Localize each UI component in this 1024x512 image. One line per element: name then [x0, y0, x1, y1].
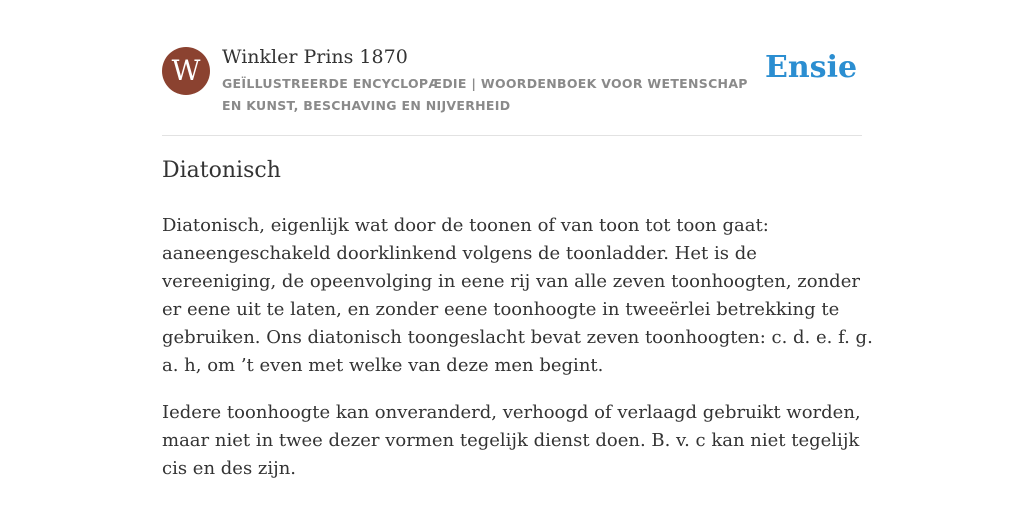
- entry-body: [162, 212, 874, 502]
- source-avatar: W: [162, 47, 210, 95]
- entry-title: Diatonisch: [162, 158, 281, 183]
- ensie-logo-link[interactable]: Ensie: [765, 50, 858, 85]
- entry-paragraph: Diatonisch, eigenlijk wat door de toonen of van toon tot toon gaat: aaneengeschakeld doorklinkend volgens de toonladder. Het is de vereeniging, de opeenvolging in eene rij van alle zeven toonhoogten, zonder er eene uit te laten, en zonder eene toonhoogte in tweeërlei betrekking te gebruiken. Ons diatonisch toongeslacht bevat zeven toonhoogten: c. d. e. f. g. a. h, om ’t even met welke van deze men begint.: [162, 215, 873, 376]
- entry-paragraph: Iedere toonhoogte kan onveranderd, verhoogd of verlaagd gebruikt worden, maar niet in twee dezer vormen tegelijk dienst doen. B. v. c kan niet tegelijk cis en des zijn.: [162, 402, 861, 479]
- header-divider: [162, 135, 862, 136]
- source-title[interactable]: Winkler Prins 1870: [222, 46, 408, 68]
- source-subtitle: GEÏLLUSTREERDE ENCYCLOPÆDIE | WOORDENBOEK VOOR WETENSCHAP EN KUNST, BESCHAVING EN NIJVERHEID: [222, 76, 748, 113]
